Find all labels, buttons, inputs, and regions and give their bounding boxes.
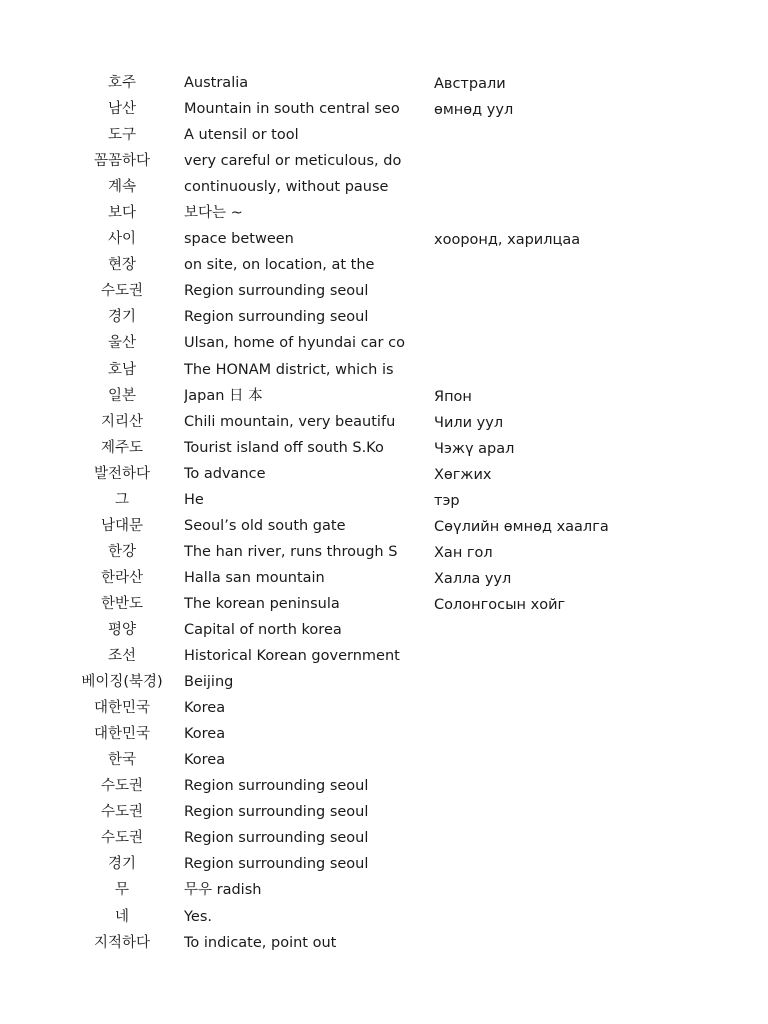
- korean-term: 발전하다: [93, 465, 151, 482]
- english-definition: Mountain in south central seo: [184, 101, 400, 118]
- korean-term: 남대문: [100, 517, 144, 534]
- korean-term: 한라산: [100, 569, 144, 586]
- vocab-row: [0, 357, 768, 383]
- english-definition: Korea: [184, 726, 226, 743]
- vocab-row: [0, 591, 768, 617]
- mongolian-translation: хооронд, харилцаа: [434, 232, 581, 249]
- english-definition: continuously, without pause: [184, 179, 389, 196]
- english-definition: Region surrounding seoul: [184, 309, 369, 326]
- korean-term: 계속: [107, 179, 136, 196]
- english-definition: Australia: [184, 75, 249, 91]
- vocab-row: [0, 617, 768, 643]
- english-definition: Region surrounding seoul: [184, 283, 369, 300]
- english-definition: Japan 日 本: [184, 387, 263, 404]
- english-definition: Region surrounding seoul: [184, 804, 369, 821]
- vocab-row: [0, 643, 768, 669]
- mongolian-translation: Халла уул: [434, 570, 512, 587]
- english-definition: Region surrounding seoul: [184, 778, 369, 795]
- vocab-row: [0, 721, 768, 747]
- vocab-row: [0, 773, 768, 799]
- korean-term: 대한민국: [93, 700, 151, 717]
- korean-term: 한반도: [100, 595, 144, 612]
- korean-term: 보다: [107, 205, 136, 222]
- korean-term: 수도권: [100, 804, 144, 821]
- korean-term: 한국: [107, 752, 136, 769]
- korean-term: 경기: [107, 856, 136, 873]
- english-definition: space between: [184, 231, 294, 248]
- korean-term: 대한민국: [93, 726, 151, 743]
- korean-term: 그: [114, 491, 129, 508]
- korean-term: 사이: [107, 231, 136, 248]
- english-definition: Region surrounding seoul: [184, 830, 369, 847]
- mongolian-translation: Сөүлийн өмнөд хаалга: [434, 518, 609, 535]
- english-definition: very careful or meticulous, do: [184, 153, 402, 170]
- vocab-row: [0, 487, 768, 513]
- vocab-row: [0, 174, 768, 200]
- korean-term: 일본: [107, 387, 136, 404]
- vocab-row: [0, 695, 768, 721]
- korean-term: 무: [114, 882, 129, 899]
- mongolian-translation: Япон: [434, 388, 472, 405]
- english-definition: 무우 radish: [184, 882, 262, 899]
- vocab-row: [0, 200, 768, 226]
- vocab-row: [0, 799, 768, 825]
- vocab-row: [0, 747, 768, 773]
- vocab-row: [0, 70, 768, 96]
- korean-term: 현장: [107, 257, 136, 274]
- english-definition: Yes.: [184, 908, 213, 925]
- mongolian-translation: Австрали: [434, 76, 506, 92]
- vocab-row: [0, 330, 768, 356]
- vocab-row: [0, 252, 768, 278]
- vocab-row: [0, 851, 768, 877]
- vocab-row: [0, 904, 768, 930]
- korean-term: 수도권: [100, 778, 144, 795]
- mongolian-translation: Хан гол: [434, 544, 493, 561]
- mongolian-translation: өмнөд уул: [434, 102, 514, 119]
- english-definition: Beijing: [184, 674, 234, 691]
- vocab-row: [0, 148, 768, 174]
- korean-term: 지리산: [100, 413, 144, 430]
- english-definition: Korea: [184, 700, 226, 717]
- english-definition: Halla san mountain: [184, 569, 325, 586]
- english-definition: The korean peninsula: [184, 595, 340, 612]
- vocabulary-list: [0, 70, 768, 956]
- english-definition: The han river, runs through S: [184, 543, 398, 560]
- mongolian-translation: Чили уул: [434, 414, 504, 431]
- vocab-row: [0, 304, 768, 330]
- vocab-row: [0, 122, 768, 148]
- mongolian-translation: тэр: [434, 492, 460, 509]
- vocab-row: [0, 383, 768, 409]
- english-definition: He: [184, 491, 204, 508]
- mongolian-translation: Хөгжих: [434, 466, 492, 483]
- english-definition: 보다는 ~: [184, 205, 243, 222]
- mongolian-translation: Солонгосын хойг: [434, 596, 566, 613]
- korean-term: 울산: [107, 335, 136, 352]
- korean-term: 지적하다: [93, 934, 151, 951]
- vocab-row: [0, 409, 768, 435]
- english-definition: Korea: [184, 752, 226, 769]
- english-definition: To indicate, point out: [184, 934, 337, 951]
- vocab-row: [0, 825, 768, 851]
- english-definition: The HONAM district, which is: [184, 361, 394, 378]
- english-definition: To advance: [184, 465, 266, 482]
- korean-term: 평양: [107, 621, 136, 638]
- korean-term: 조선: [107, 648, 136, 665]
- korean-term: 경기: [107, 309, 136, 326]
- english-definition: Seoul’s old south gate: [184, 517, 346, 534]
- korean-term: 네: [114, 908, 129, 925]
- vocab-row: [0, 226, 768, 252]
- english-definition: A utensil or tool: [184, 127, 299, 144]
- vocab-row: [0, 278, 768, 304]
- korean-term: 남산: [107, 101, 136, 118]
- vocab-row: [0, 461, 768, 487]
- korean-term: 도구: [107, 127, 136, 144]
- vocab-row: [0, 930, 768, 956]
- vocab-row: [0, 565, 768, 591]
- korean-term: 제주도: [100, 439, 144, 456]
- english-definition: Region surrounding seoul: [184, 856, 369, 873]
- korean-term: 베이징(북경): [81, 674, 163, 691]
- vocab-row: [0, 669, 768, 695]
- vocab-row: [0, 435, 768, 461]
- english-definition: on site, on location, at the: [184, 257, 375, 274]
- korean-term: 수도권: [100, 283, 144, 300]
- english-definition: Chili mountain, very beautifu: [184, 413, 396, 430]
- english-definition: Ulsan, home of hyundai car co: [184, 335, 405, 352]
- english-definition: Capital of north korea: [184, 621, 342, 638]
- korean-term: 꼼꼼하다: [93, 153, 151, 170]
- vocab-row: [0, 513, 768, 539]
- vocab-row: [0, 539, 768, 565]
- korean-term: 한강: [107, 543, 136, 560]
- vocab-row: [0, 96, 768, 122]
- korean-term: 호주: [107, 75, 136, 91]
- english-definition: Tourist island off south S.Ko: [184, 439, 384, 456]
- english-definition: Historical Korean government: [184, 648, 400, 665]
- korean-term: 호남: [107, 361, 136, 378]
- vocab-row: [0, 877, 768, 903]
- mongolian-translation: Чэжү арал: [434, 440, 515, 457]
- korean-term: 수도권: [100, 830, 144, 847]
